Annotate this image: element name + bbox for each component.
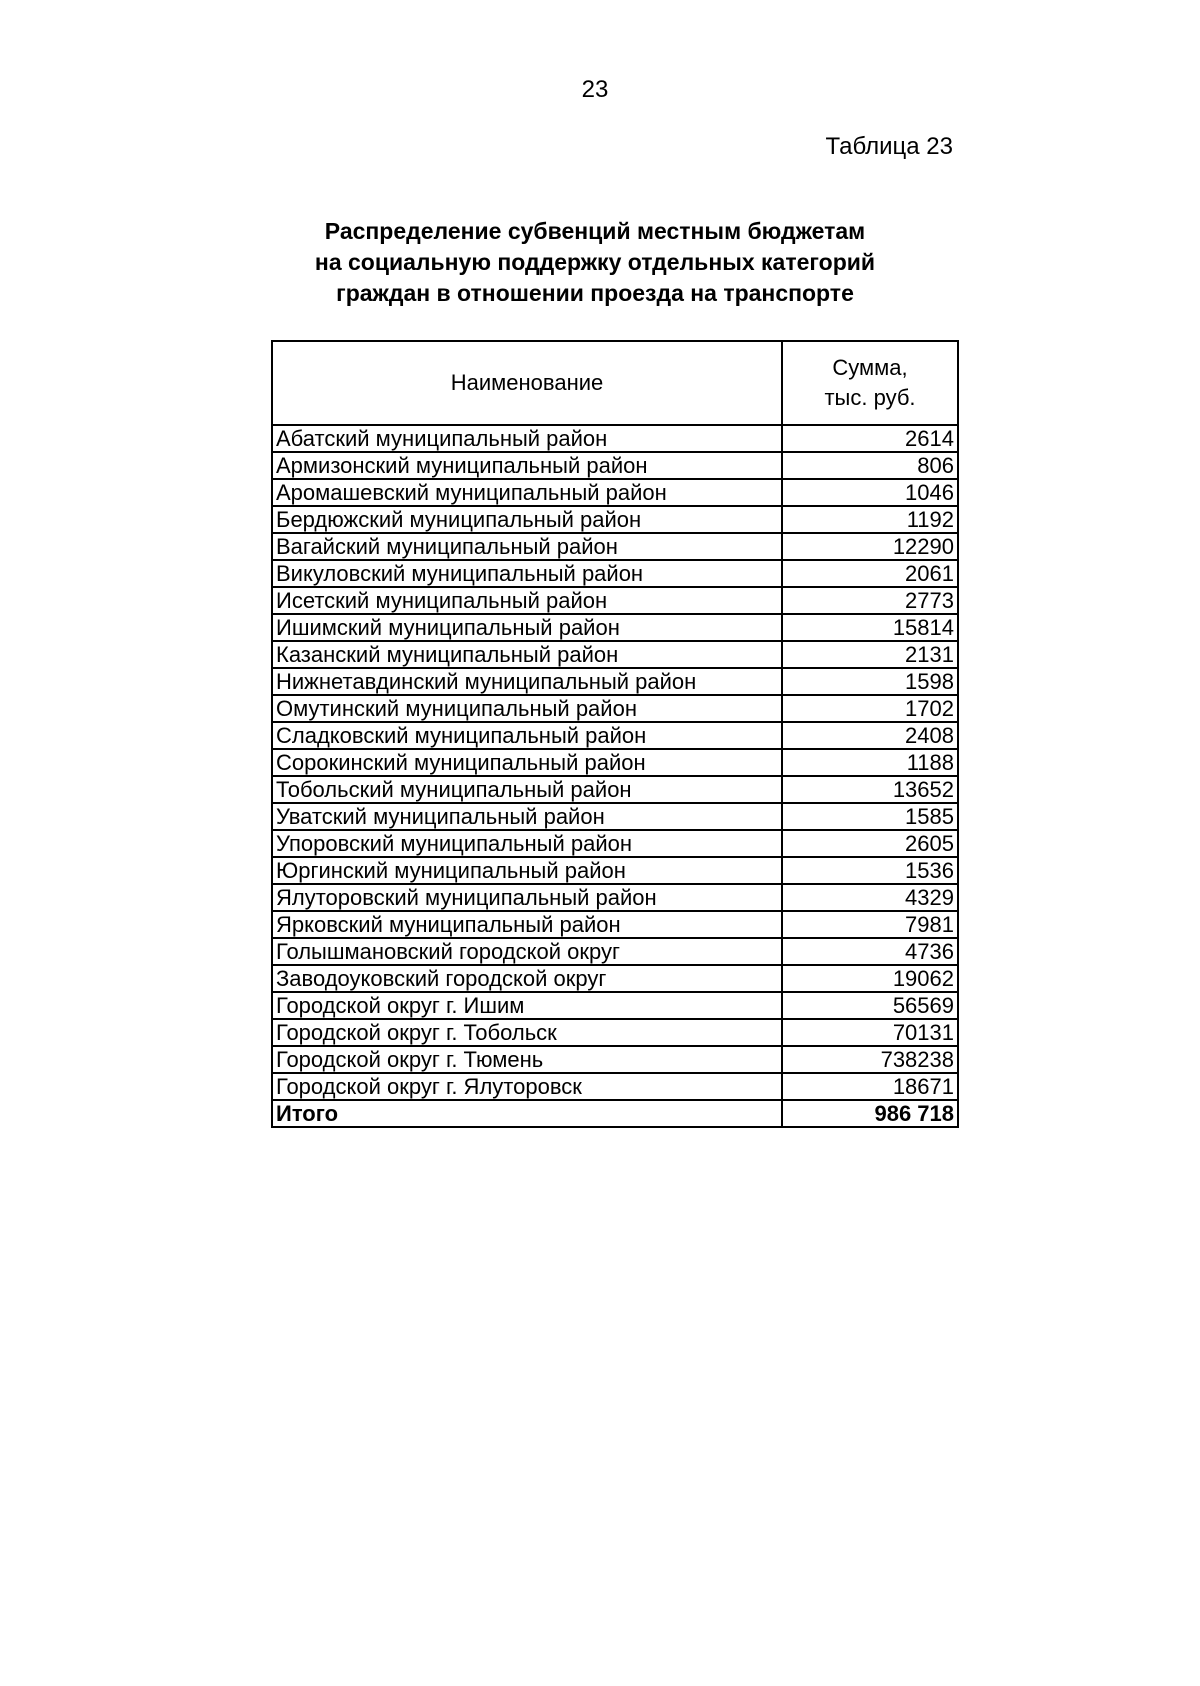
row-value-cell: 4736 [782, 938, 958, 965]
table-row [272, 668, 958, 695]
row-name-cell: Городской округ г. Ялуторовск [272, 1073, 782, 1100]
header-sum [782, 341, 958, 425]
subvention-table [271, 340, 959, 1128]
row-value-cell: 1192 [782, 506, 958, 533]
table-row [272, 560, 958, 587]
table-row [272, 803, 958, 830]
row-value-cell: 12290 [782, 533, 958, 560]
table-row [272, 452, 958, 479]
table-row [272, 749, 958, 776]
table-row [272, 1019, 958, 1046]
total-label: Итого [272, 1100, 782, 1127]
row-value-cell: 2605 [782, 830, 958, 857]
table-row [272, 1073, 958, 1100]
document-title [0, 216, 1190, 309]
header-name: Наименование [272, 341, 782, 425]
table-row [272, 425, 958, 452]
row-name-cell: Аромашевский муниципальный район [272, 479, 782, 506]
row-value-cell: 2408 [782, 722, 958, 749]
row-name-cell: Тобольский муниципальный район [272, 776, 782, 803]
table-row [272, 992, 958, 1019]
row-value-cell: 15814 [782, 614, 958, 641]
row-name-cell: Нижнетавдинский муниципальный район [272, 668, 782, 695]
table-row [272, 1046, 958, 1073]
table-row [272, 884, 958, 911]
page-number: 23 [581, 76, 609, 103]
row-value-cell: 4329 [782, 884, 958, 911]
total-row [272, 1100, 958, 1127]
table-row [272, 533, 958, 560]
title-line-1: Распределение субвенций местным бюджетам [324, 218, 866, 244]
row-name-cell: Голышмановский городской округ [272, 938, 782, 965]
title-line-3: граждан в отношении проезда на транспорте [336, 280, 854, 306]
row-value-cell: 1702 [782, 695, 958, 722]
row-name-cell: Сорокинский муниципальный район [272, 749, 782, 776]
row-name-cell: Городской округ г. Тюмень [272, 1046, 782, 1073]
row-name-cell: Ишимский муниципальный район [272, 614, 782, 641]
table-row [272, 776, 958, 803]
table-row [272, 479, 958, 506]
table-row [272, 830, 958, 857]
total-value: 986 718 [782, 1100, 958, 1127]
row-value-cell: 7981 [782, 911, 958, 938]
row-value-cell: 2061 [782, 560, 958, 587]
row-value-cell: 1046 [782, 479, 958, 506]
row-value-cell: 18671 [782, 1073, 958, 1100]
row-name-cell: Викуловский муниципальный район [272, 560, 782, 587]
title-line-2: на социальную поддержку отдельных категорий [314, 249, 876, 275]
row-value-cell: 806 [782, 452, 958, 479]
table-row [272, 911, 958, 938]
row-value-cell: 56569 [782, 992, 958, 1019]
row-name-cell: Бердюжский муниципальный район [272, 506, 782, 533]
table-label: Таблица 23 [825, 133, 953, 160]
row-value-cell: 2614 [782, 425, 958, 452]
table-row [272, 506, 958, 533]
table-row [272, 614, 958, 641]
row-name-cell: Казанский муниципальный район [272, 641, 782, 668]
row-name-cell: Исетский муниципальный район [272, 587, 782, 614]
row-name-cell: Упоровский муниципальный район [272, 830, 782, 857]
row-name-cell: Вагайский муниципальный район [272, 533, 782, 560]
row-value-cell: 1536 [782, 857, 958, 884]
table-row [272, 587, 958, 614]
header-sum-line-1: Сумма, [832, 355, 908, 380]
table-header-row [272, 341, 958, 425]
row-name-cell: Юргинский муниципальный район [272, 857, 782, 884]
row-name-cell: Омутинский муниципальный район [272, 695, 782, 722]
row-name-cell: Абатский муниципальный район [272, 425, 782, 452]
row-name-cell: Армизонский муниципальный район [272, 452, 782, 479]
row-value-cell: 2773 [782, 587, 958, 614]
row-name-cell: Заводоуковский городской округ [272, 965, 782, 992]
table-row [272, 857, 958, 884]
row-value-cell: 1188 [782, 749, 958, 776]
row-value-cell: 2131 [782, 641, 958, 668]
table-row [272, 722, 958, 749]
row-value-cell: 19062 [782, 965, 958, 992]
row-name-cell: Уватский муниципальный район [272, 803, 782, 830]
row-name-cell: Городской округ г. Ишим [272, 992, 782, 1019]
row-value-cell: 738238 [782, 1046, 958, 1073]
row-name-cell: Ялуторовский муниципальный район [272, 884, 782, 911]
header-sum-line-2: тыс. руб. [824, 385, 916, 410]
row-value-cell: 1598 [782, 668, 958, 695]
row-value-cell: 13652 [782, 776, 958, 803]
table-row [272, 695, 958, 722]
table-row [272, 641, 958, 668]
row-value-cell: 1585 [782, 803, 958, 830]
row-name-cell: Сладковский муниципальный район [272, 722, 782, 749]
row-name-cell: Ярковский муниципальный район [272, 911, 782, 938]
row-name-cell: Городской округ г. Тобольск [272, 1019, 782, 1046]
row-value-cell: 70131 [782, 1019, 958, 1046]
table-body [272, 425, 958, 1127]
table-row [272, 965, 958, 992]
table-row [272, 938, 958, 965]
